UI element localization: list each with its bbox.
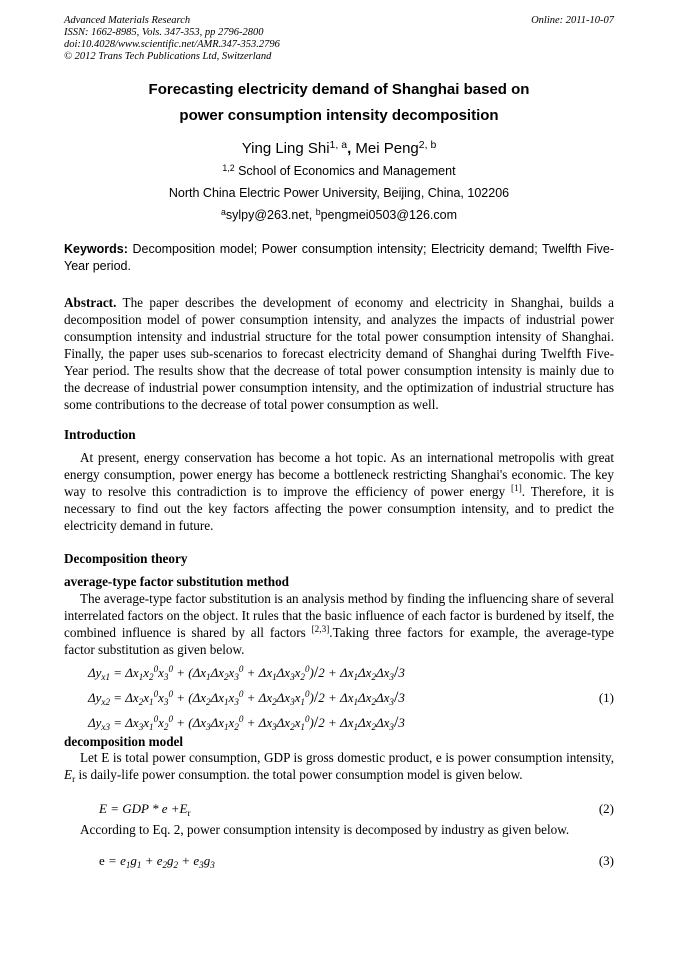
introduction-heading: Introduction	[64, 427, 136, 442]
variable-e-r: E	[64, 767, 73, 782]
author-2: Mei Peng	[355, 140, 419, 157]
author-emails	[64, 208, 614, 222]
email-a-mark: a	[221, 206, 226, 217]
equation-1c: $\Delta y_{x3} = \Delta x_3x_1^0x_2^0 + (\Delta x_3\Delta x_1x_2^0 + \Delta x_3\Delta x_2x_1^0)/2 + \Delta x_1\Delta x_2\Delta x_3/3$	[88, 714, 405, 732]
variable-e-r-sub: r	[72, 773, 76, 784]
decomposition-theory-heading: Decomposition theory	[64, 551, 188, 566]
online-date: Online: 2011-10-07	[531, 15, 614, 26]
issn-line: ISSN: 1662-8985, Vols. 347-353, pp 2796-2800	[64, 27, 264, 38]
avg-citation[interactable]: [2,3]	[311, 624, 330, 635]
subheading-decomposition-model: decomposition model	[64, 734, 184, 749]
email-b-mark: b	[315, 206, 321, 217]
paper-title-line-2: power consumption intensity decomposition	[179, 107, 499, 124]
abstract	[64, 294, 614, 413]
school-name: School of Economics and Management	[234, 164, 456, 178]
affiliation-university: North China Electric Power University, Beijing, China, 102206	[168, 186, 510, 200]
avg-text-part-2: .Taking three factors for example, the average-type factor substitution as given below.	[64, 625, 614, 657]
introduction-text	[64, 449, 614, 534]
decomposition-model-text	[64, 749, 614, 783]
email-b[interactable]: pengmei0503@126.com	[320, 208, 457, 222]
doi-line: doi:10.4028/www.scientific.net/AMR.347-353.2796	[64, 39, 280, 50]
abstract-label: Abstract.	[64, 295, 117, 310]
equation-1-number: (1)	[598, 690, 614, 705]
keywords	[64, 241, 614, 275]
keywords-label: Keywords:	[64, 242, 128, 256]
page-header	[64, 15, 614, 63]
subheading-average-type: average-type factor substitution method	[64, 574, 290, 589]
author-list	[64, 140, 614, 157]
journal-name: Advanced Materials Research	[64, 15, 191, 26]
copyright-line: © 2012 Trans Tech Publications Ltd, Switzerland	[64, 51, 272, 62]
author-1: Ying Ling Shi	[241, 140, 330, 157]
affil-mark: 1,2	[222, 162, 235, 173]
email-a[interactable]: sylpy@263.net,	[225, 208, 316, 222]
intro-citation[interactable]: [1]	[511, 483, 522, 494]
equation-3: $e = e_1g_1 + e_2g_2 + e_3g_3$	[99, 853, 215, 870]
eq2-followup-text: According to Eq. 2, power consumption intensity is decomposed by industry as given below.	[80, 822, 570, 837]
avg-text-part-1: The average-type factor substitution is an analysis method by finding the influencing share of several interrelated factors on the object. It rules that the basic influence of each factor is burdened by itself, the combined influence is shared by all factors	[64, 591, 614, 640]
dm-text-part-2: is daily-life power consumption. the total power consumption model is given below.	[75, 767, 523, 782]
intro-text-part-2: . Therefore, it is necessary to find out the key factors affecting the power consumption intensity, and to predict the electricity demand in future.	[64, 484, 614, 533]
equation-1a: $\Delta y_{x1} = \Delta x_1x_2^0x_3^0 + (\Delta x_1\Delta x_2x_3^0 + \Delta x_1\Delta x_3x_2^0)/2 + \Delta x_1\Delta x_2\Delta x_3/3$	[88, 664, 405, 682]
abstract-text: The paper describes the development of economy and electricity in Shanghai, builds a decomposition model of power consumption intensity, and analyzes the impacts of industrial power consumption intensity and industrial structure for the total power consumption intensity of Shanghai. Finally, the paper uses sub-scenarios to forecast electricity demand of Shanghai during Twelfth Five-Year period. The results show that the decrease of total power consumption intensity is mainly due to the decrease of industrial power consumption intensity, and the optimization of industrial structure has some contributions to the decrease of total power consumption as well.	[64, 295, 614, 412]
affiliation-school	[64, 164, 614, 178]
intro-text-part-1: At present, energy conservation has become a hot topic. As an international metropolis with great energy consumption, power energy has become a bottleneck restricting Shanghai's economic. The key way to resolve this contradiction is to improve the efficiency of power energy	[64, 450, 614, 499]
author-separator: ,	[347, 140, 356, 157]
equation-1b: $\Delta y_{x2} = \Delta x_2x_1^0x_3^0 + (\Delta x_2\Delta x_1x_3^0 + \Delta x_2\Delta x_3x_1^0)/2 + \Delta x_1\Delta x_2\Delta x_3/3$	[88, 689, 405, 707]
author-1-affil-mark: 1, a	[329, 138, 348, 151]
author-2-affil-mark: 2, b	[418, 138, 437, 151]
dm-text-part-1: Let E is total power consumption, GDP is gross domestic product, e is power consumption intensity,	[80, 750, 614, 765]
equation-2: E = GDP * $e +E_r$	[99, 801, 191, 818]
keywords-text: Decomposition model; Power consumption intensity; Electricity demand; Twelfth Five-Year period.	[64, 242, 614, 273]
equation-2-number: (2)	[598, 801, 614, 816]
equation-3-number: (3)	[598, 853, 614, 868]
average-type-text	[64, 590, 614, 658]
paper-title-line-1: Forecasting electricity demand of Shanghai based on	[148, 81, 530, 98]
